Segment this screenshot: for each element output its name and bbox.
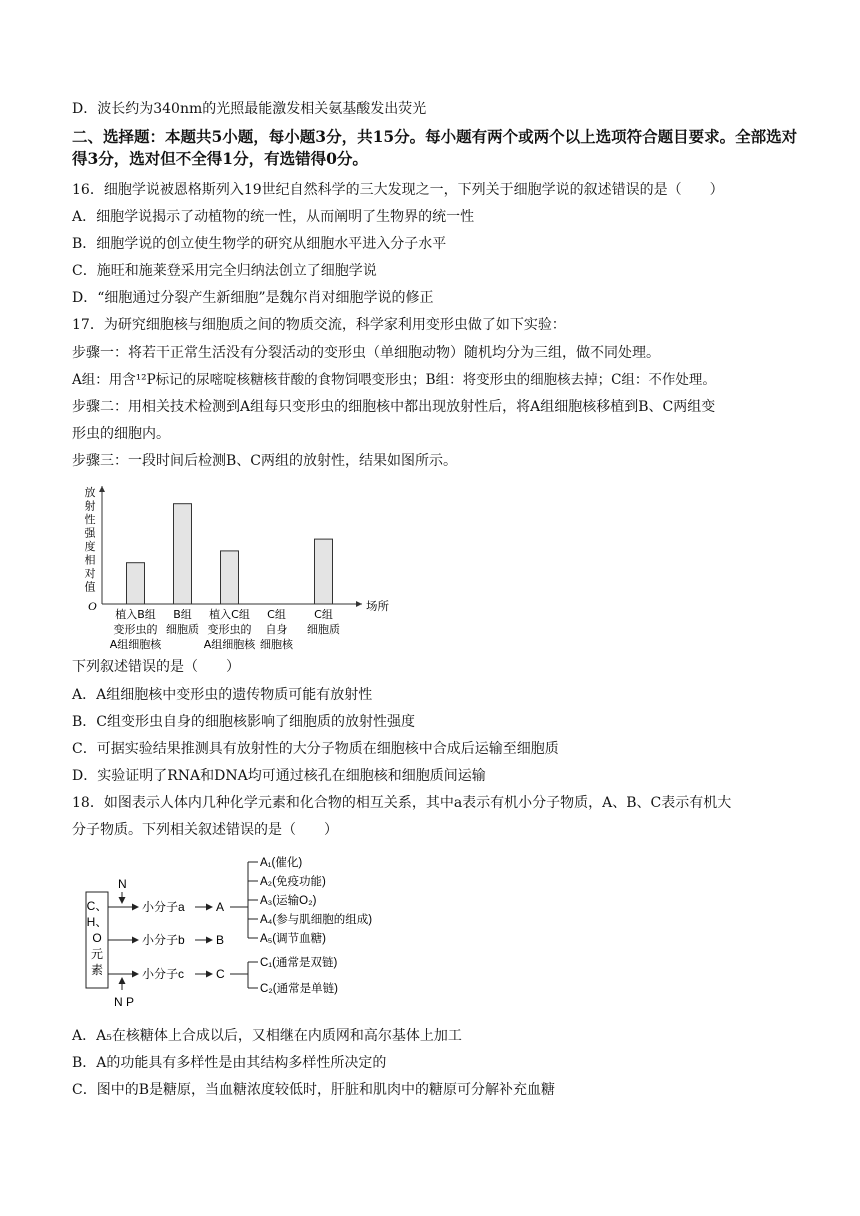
section-heading: 二、选择题：本题共5小题，每小题3分，共15分。每小题有两个或两个以上选项符合题目要求。全部选对得3分，选对但不全得1分，有选错得0分。	[72, 127, 798, 168]
question-17-prompt: 下列叙述错误的是（ ）	[72, 659, 240, 675]
a-function: A₃(运输O₂)	[260, 895, 317, 907]
question-17: 17．为研究细胞核与细胞质之间的物质交流，科学家利用变形虫做了如下实验：	[72, 317, 566, 333]
bar	[315, 539, 333, 604]
y-axis-label-char: 度	[84, 540, 96, 553]
option-16b: B．细胞学说的创立使生物学的研究从细胞水平进入分子水平	[72, 236, 447, 252]
a-function: A₅(调节血糖)	[260, 933, 326, 945]
question-18-cont: 分子物质。下列相关叙述错误的是（ ）	[72, 822, 338, 838]
a-function: A₄(参与肌细胞的组成)	[260, 914, 373, 926]
option-16d: D．“细胞通过分裂产生新细胞”是魏尔肖对细胞学说的修正	[72, 290, 434, 306]
y-axis-label-char: 射	[84, 499, 96, 513]
x-tick-label: 细胞质	[307, 623, 340, 636]
a-function: A₂(免疫功能)	[260, 876, 326, 888]
x-axis-arrow	[356, 601, 362, 607]
x-tick-label: 细胞核	[260, 638, 293, 651]
step-one: 步骤一：将若干正常生活没有分裂活动的变形虫（单细胞动物）随机均分为三组，做不同处理。	[72, 345, 660, 361]
a-function: A₁(催化)	[260, 857, 303, 869]
small-molecule-b: 小分子b	[142, 933, 185, 947]
option-15d: D．波长约为340nm的光照最能激发相关氨基酸发出荧光	[72, 101, 427, 117]
question-16: 16．细胞学说被恩格斯列入19世纪自然科学的三大发现之一，下列关于细胞学说的叙述错误的是（ ）	[72, 182, 724, 198]
bar	[127, 563, 145, 604]
y-axis-label-char: 值	[84, 580, 96, 594]
x-tick-label: A组细胞核	[109, 638, 162, 651]
option-17d: D．实验证明了RNA和DNA均可通过核孔在细胞核和细胞质间运输	[72, 768, 486, 784]
y-axis-label-char: 放	[84, 486, 96, 499]
small-molecule-c: 小分子c	[142, 967, 185, 981]
step-two-cont: 形虫的细胞内。	[72, 426, 170, 442]
y-axis-arrow	[99, 486, 105, 492]
option-17a: A．A组细胞核中变形虫的遗传物质可能有放射性	[72, 687, 373, 703]
x-tick-label: 变形虫的	[113, 623, 158, 636]
c-type: C₂(通常是单链)	[260, 983, 338, 995]
macromolecule-c: C	[216, 967, 225, 981]
x-tick-label: 植入C组	[209, 608, 250, 621]
x-tick-label: 自身	[265, 623, 288, 636]
element-compound-diagram	[80, 850, 410, 1010]
option-18c: C．图中的B是糖原，当血糖浓度较低时，肝脏和肌肉中的糖原可分解补充血糖	[72, 1082, 555, 1098]
macromolecule-a: A	[216, 900, 225, 914]
np-label: N P	[114, 995, 135, 1009]
option-18b: B．A的功能具有多样性是由其结构多样性所决定的	[72, 1055, 387, 1071]
y-axis-label-char: 强	[84, 526, 96, 540]
option-16c: C．施旺和施莱登采用完全归纳法创立了细胞学说	[72, 263, 377, 279]
group-description: A组：用含¹²P标记的尿嘧啶核糖核苷酸的食物饲喂变形虫；B组：将变形虫的细胞核去掉；C组：不作处理。	[72, 372, 716, 388]
elements-box-line: O	[92, 931, 102, 945]
option-16a: A．细胞学说揭示了动植物的统一性，从而阐明了生物界的统一性	[72, 209, 475, 225]
x-axis-label: 场所	[366, 599, 389, 613]
elements-box-line: H、	[86, 915, 108, 929]
origin-label: O	[88, 599, 97, 613]
question-18: 18．如图表示人体内几种化学元素和化合物的相互关系，其中a表示有机小分子物质，A、B、C表示有机大	[72, 795, 732, 811]
y-axis-label-char: 对	[84, 567, 96, 580]
elements-box-line: 素	[90, 963, 104, 977]
y-axis-label-char: 性	[84, 513, 96, 526]
elements-box-line: C、	[86, 899, 108, 913]
x-tick-label: C组	[267, 608, 286, 621]
elements-box-line: 元	[90, 947, 104, 961]
macromolecule-b: B	[216, 933, 225, 947]
x-tick-label: 植入B组	[115, 608, 156, 621]
option-17b: B．C组变形虫自身的细胞核影响了细胞质的放射性强度	[72, 714, 415, 730]
c-type: C₁(通常是双链)	[260, 957, 338, 969]
small-molecule-a: 小分子a	[142, 900, 185, 914]
x-tick-label: C组	[314, 608, 333, 621]
step-two: 步骤二：用相关技术检测到A组每只变形虫的细胞核中都出现放射性后，将A组细胞核移植到B、C两组变	[72, 399, 716, 415]
radioactivity-bar-chart	[72, 480, 412, 655]
bar	[174, 504, 192, 604]
y-axis-label-char: 相	[84, 553, 96, 567]
option-17c: C．可据实验结果推测具有放射性的大分子物质在细胞核中合成后运输至细胞质	[72, 741, 559, 757]
x-tick-label: B组	[173, 608, 192, 621]
bar	[221, 551, 239, 604]
step-three: 步骤三：一段时间后检测B、C两组的放射性，结果如图所示。	[72, 453, 457, 469]
nitrogen-label: N	[118, 877, 127, 891]
x-tick-label: A组细胞核	[203, 638, 256, 651]
x-tick-label: 细胞质	[166, 623, 199, 636]
x-tick-label: 变形虫的	[207, 623, 252, 636]
option-18a: A．A₅在核糖体上合成以后，又相继在内质网和高尔基体上加工	[72, 1028, 462, 1044]
